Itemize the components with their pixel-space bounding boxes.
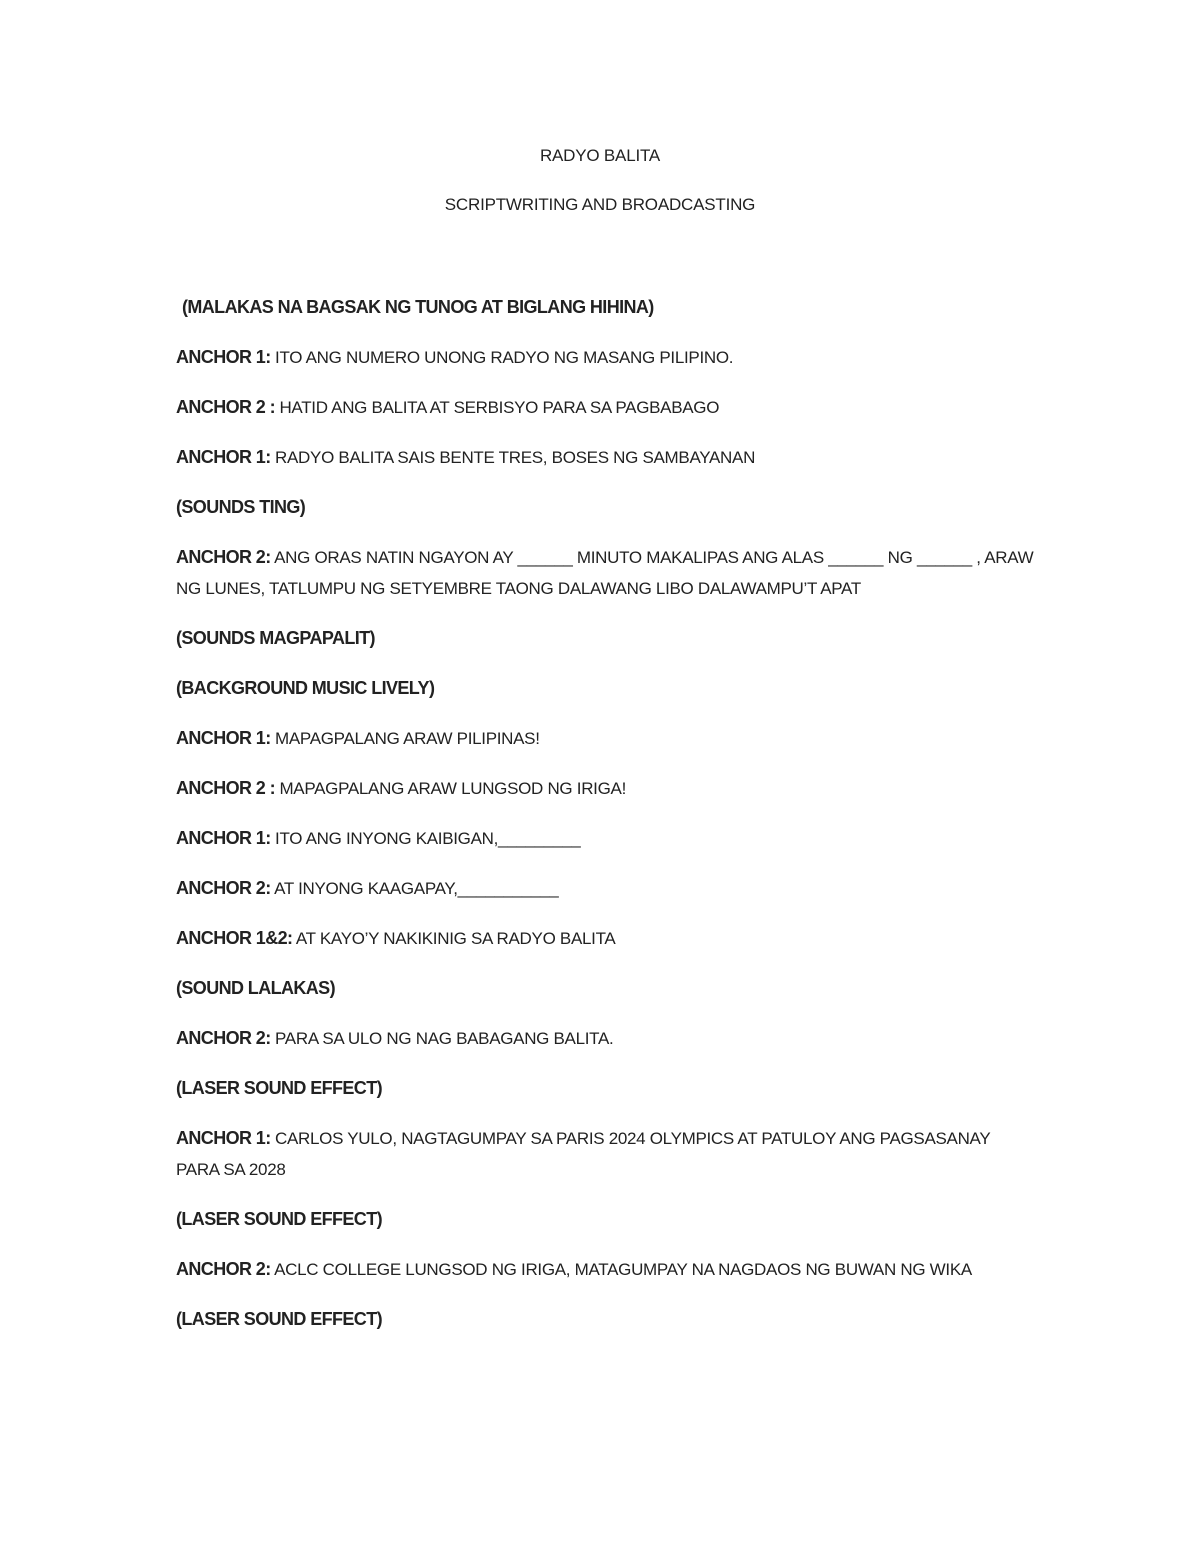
sound-cue: (SOUND LALAKAS) bbox=[176, 978, 335, 998]
anchor-line bbox=[176, 1254, 1036, 1285]
speaker-label: ANCHOR 1: bbox=[176, 347, 271, 367]
anchor-line bbox=[176, 923, 1036, 954]
anchor-line bbox=[176, 1123, 1036, 1185]
line-text: ANG ORAS NATIN NGAYON AY ______ MINUTO MAKALIPAS ANG ALAS ______ NG ______ , ARAW NG LUNES, TATLUMPU NG SETYEMBRE TAONG DALAWANG LIBO DALAWAMPU’T APAT bbox=[176, 548, 1034, 598]
anchor-line bbox=[176, 442, 1036, 473]
line-text: RADYO BALITA SAIS BENTE TRES, BOSES NG SAMBAYANAN bbox=[270, 448, 756, 467]
anchor-line bbox=[176, 723, 1036, 754]
line-text: HATID ANG BALITA AT SERBISYO PARA SA PAGBABAGO bbox=[275, 398, 720, 417]
speaker-label: ANCHOR 2: bbox=[176, 878, 271, 898]
line-text: MAPAGPALANG ARAW LUNGSOD NG IRIGA! bbox=[275, 779, 626, 798]
sound-cue: (SOUNDS TING) bbox=[176, 497, 306, 517]
line-text: AT INYONG KAAGAPAY,___________ bbox=[270, 879, 559, 898]
document-subtitle: SCRIPTWRITING AND BROADCASTING bbox=[444, 195, 756, 214]
speaker-label: ANCHOR 2 : bbox=[176, 397, 276, 417]
anchor-line bbox=[176, 1023, 1036, 1054]
anchor-line bbox=[176, 342, 1036, 373]
sound-cue: (LASER SOUND EFFECT) bbox=[176, 1209, 382, 1229]
script-body bbox=[176, 292, 1036, 1354]
speaker-label: ANCHOR 2 : bbox=[176, 778, 276, 798]
sound-cue: (MALAKAS NA BAGSAK NG TUNOG AT BIGLANG HIHINA) bbox=[182, 297, 654, 317]
speaker-label: ANCHOR 2: bbox=[176, 1259, 271, 1279]
anchor-line bbox=[176, 542, 1036, 604]
line-text: ITO ANG INYONG KAIBIGAN,_________ bbox=[270, 829, 581, 848]
speaker-label: ANCHOR 1&2: bbox=[176, 928, 293, 948]
speaker-label: ANCHOR 1: bbox=[176, 828, 271, 848]
anchor-line bbox=[176, 823, 1036, 854]
sound-cue: (SOUNDS MAGPAPALIT) bbox=[176, 628, 375, 648]
line-text: CARLOS YULO, NAGTAGUMPAY SA PARIS 2024 OLYMPICS AT PATULOY ANG PAGSASANAY PARA SA 2028 bbox=[176, 1129, 991, 1179]
sound-cue: (LASER SOUND EFFECT) bbox=[176, 1078, 382, 1098]
speaker-label: ANCHOR 1: bbox=[176, 728, 271, 748]
sound-cue: (BACKGROUND MUSIC LIVELY) bbox=[176, 678, 435, 698]
anchor-line bbox=[176, 773, 1036, 804]
line-text: ACLC COLLEGE LUNGSOD NG IRIGA, MATAGUMPAY NA NAGDAOS NG BUWAN NG WIKA bbox=[270, 1260, 972, 1279]
speaker-label: ANCHOR 2: bbox=[176, 1028, 271, 1048]
line-text: PARA SA ULO NG NAG BABAGANG BALITA. bbox=[270, 1029, 614, 1048]
sound-cue: (LASER SOUND EFFECT) bbox=[176, 1309, 382, 1329]
speaker-label: ANCHOR 1: bbox=[176, 447, 271, 467]
line-text: ITO ANG NUMERO UNONG RADYO NG MASANG PILIPINO. bbox=[270, 348, 734, 367]
line-text: AT KAYO’Y NAKIKINIG SA RADYO BALITA bbox=[292, 929, 616, 948]
anchor-line bbox=[176, 873, 1036, 904]
anchor-line bbox=[176, 392, 1036, 423]
document-title: RADYO BALITA bbox=[539, 146, 661, 165]
line-text: MAPAGPALANG ARAW PILIPINAS! bbox=[270, 729, 540, 748]
speaker-label: ANCHOR 2: bbox=[176, 547, 271, 567]
speaker-label: ANCHOR 1: bbox=[176, 1128, 271, 1148]
